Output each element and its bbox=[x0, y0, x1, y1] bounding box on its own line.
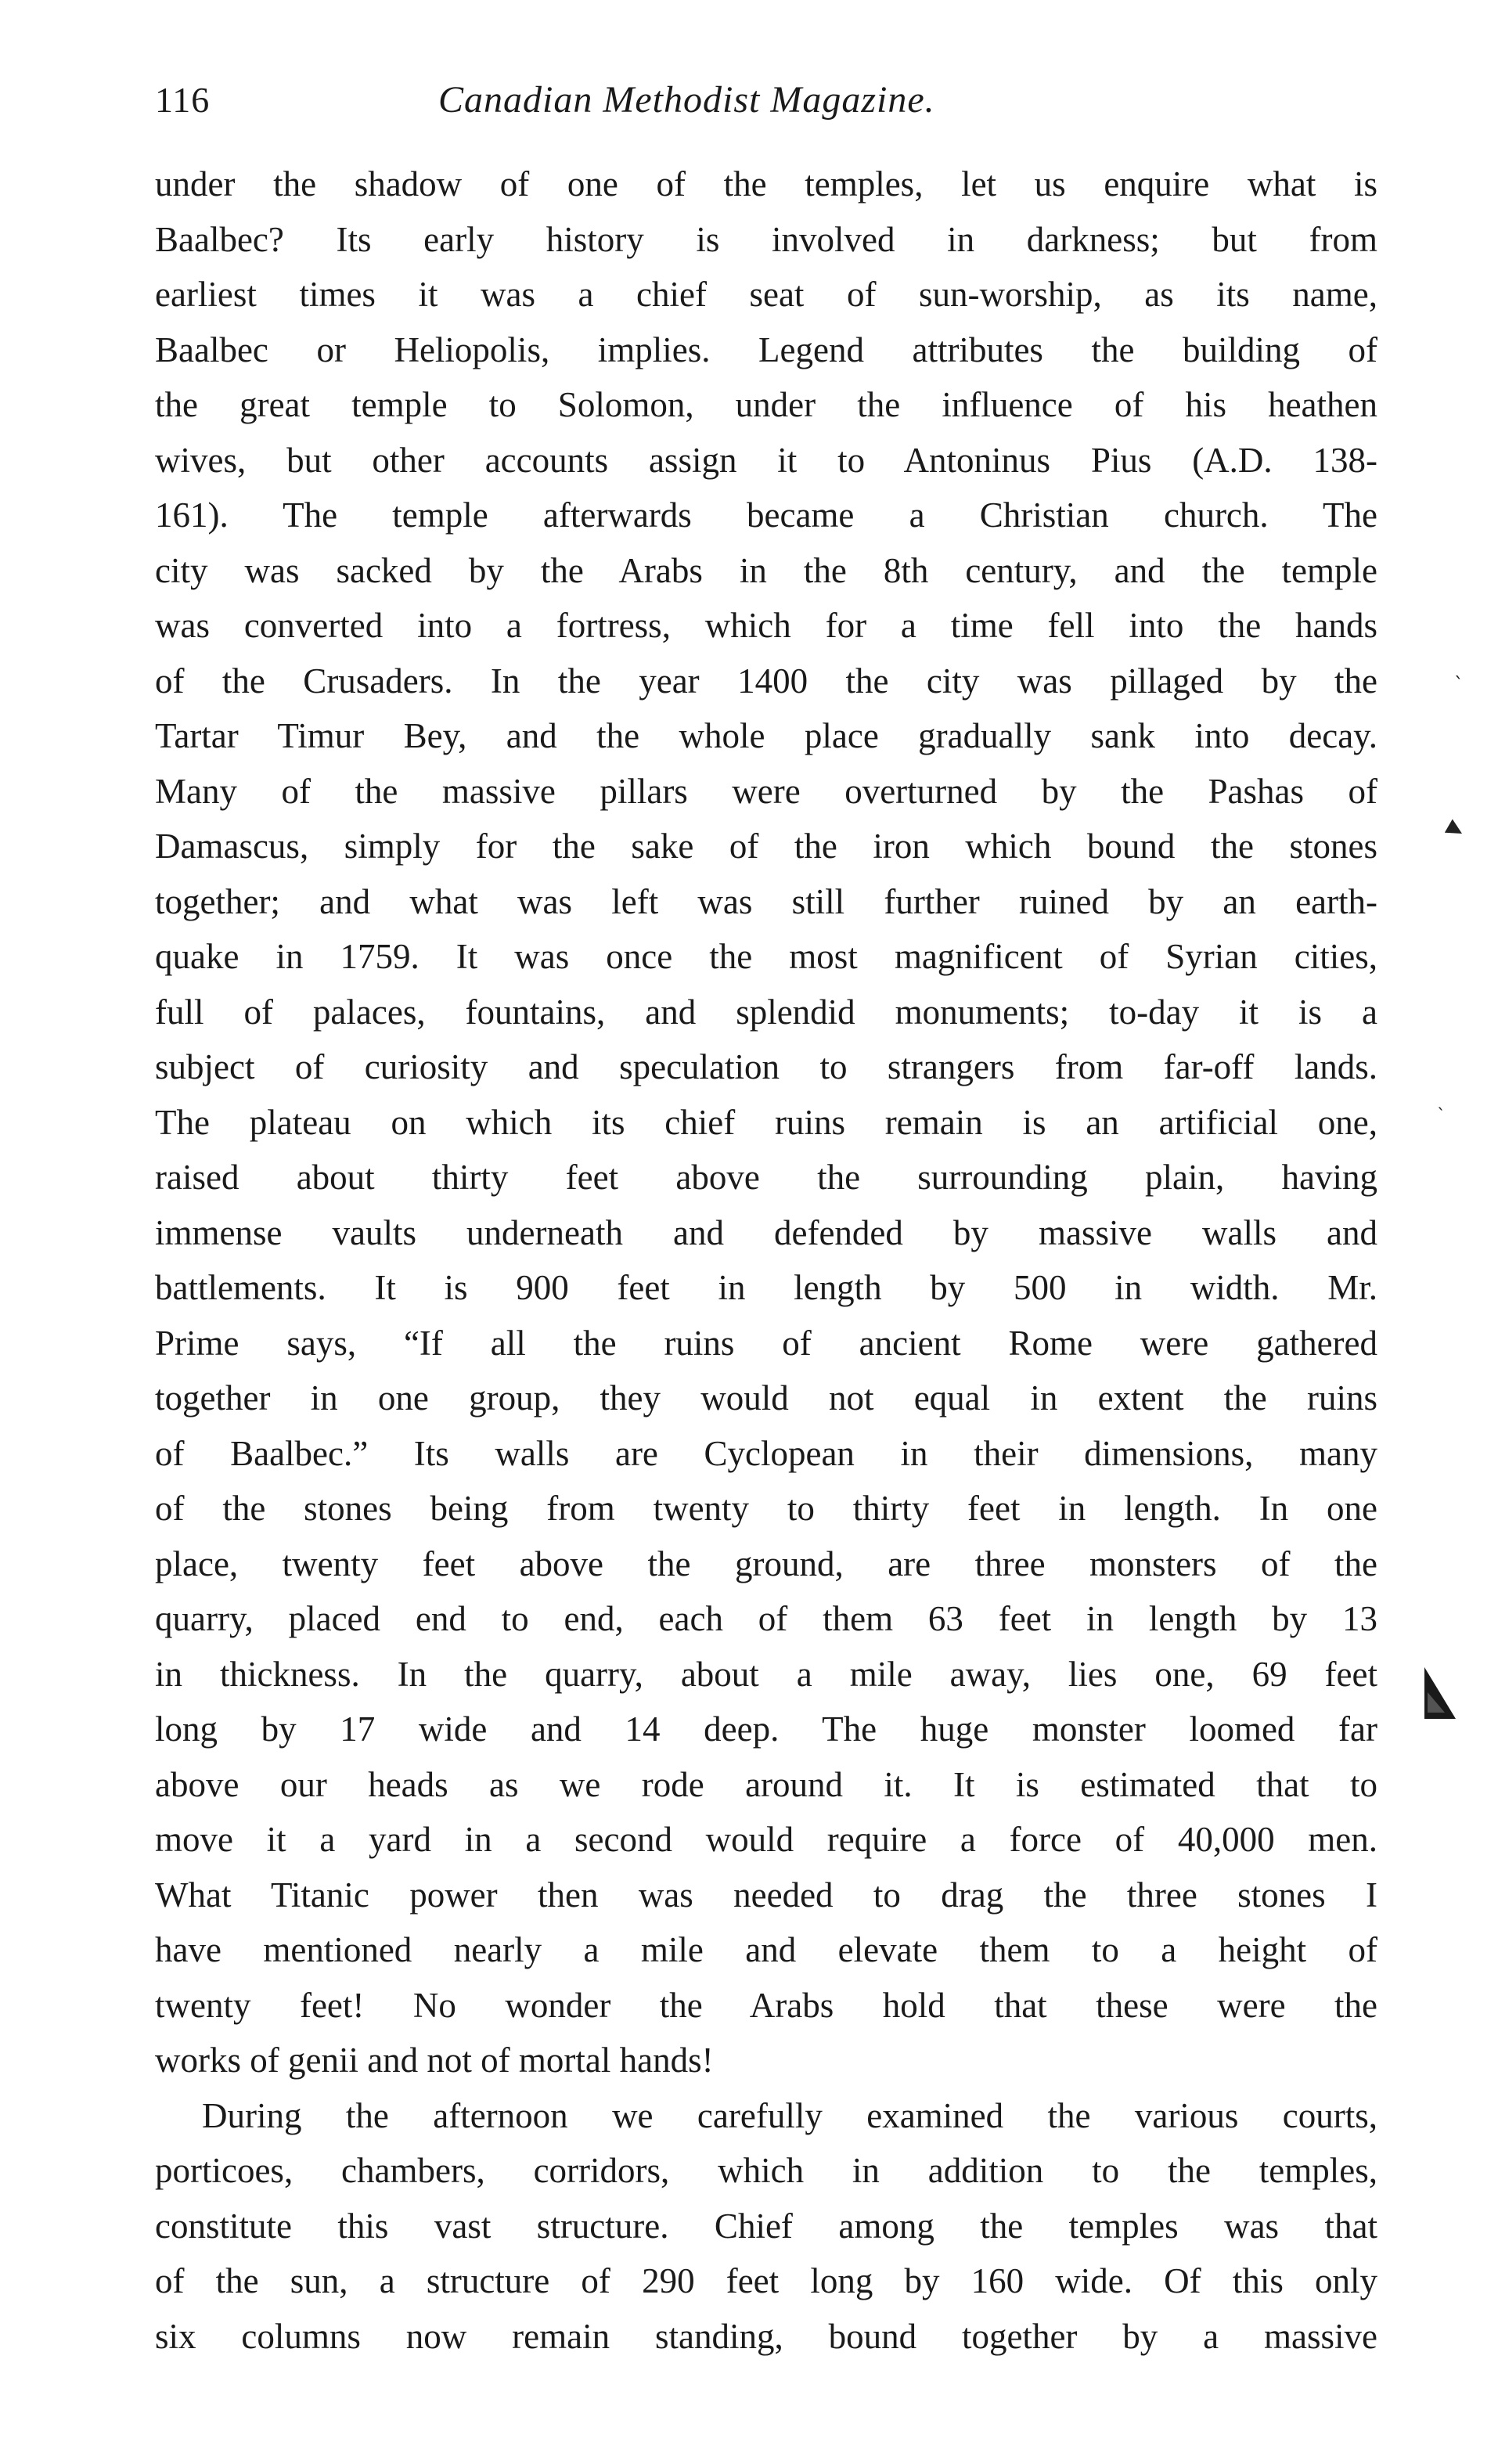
margin-arrow-icon bbox=[1421, 1666, 1459, 1722]
text-line: full of palaces, fountains, and splendid monuments; to-day it is a bbox=[155, 992, 1377, 1032]
text-line: During the afternoon we carefully examined the various courts, bbox=[202, 2095, 1377, 2135]
text-line: immense vaults underneath and defended by massive walls and bbox=[155, 1212, 1377, 1252]
text-line: have mentioned nearly a mile and elevate them to a height of bbox=[155, 1930, 1377, 1969]
text-line: together in one group, they would not equal in extent the ruins bbox=[155, 1378, 1377, 1418]
text-line: long by 17 wide and 14 deep. The huge monster loomed far bbox=[155, 1709, 1377, 1749]
paragraph-2 bbox=[155, 2088, 1377, 2365]
body-text bbox=[155, 157, 1377, 2364]
text-line: Baalbec or Heliopolis, implies. Legend attributes the building of bbox=[155, 330, 1377, 369]
text-line: porticoes, chambers, corridors, which in addition to the temples, bbox=[155, 2151, 1377, 2190]
text-line: of the sun, a structure of 290 feet long by 160 wide. Of this only bbox=[155, 2261, 1377, 2300]
text-line: quake in 1759. It was once the most magnificent of Syrian cities, bbox=[155, 937, 1377, 976]
text-line: the great temple to Solomon, under the influence of his heathen bbox=[155, 385, 1377, 424]
text-line: of Baalbec.” Its walls are Cyclopean in their dimensions, many bbox=[155, 1433, 1377, 1473]
text-line: Prime says, “If all the ruins of ancient Rome were gathered bbox=[155, 1323, 1377, 1363]
text-line: twenty feet! No wonder the Arabs hold that these were the bbox=[155, 1985, 1377, 2025]
paragraph-1 bbox=[155, 157, 1377, 2088]
text-line: earliest times it was a chief seat of sun-worship, as its name, bbox=[155, 275, 1377, 314]
text-line: works of genii and not of mortal hands! bbox=[155, 2041, 714, 2080]
text-line: 161). The temple afterwards became a Christian church. The bbox=[155, 495, 1377, 535]
text-line: of the stones being from twenty to thirty feet in length. In one bbox=[155, 1489, 1377, 1528]
text-line: battlements. It is 900 feet in length by 500 in width. Mr. bbox=[155, 1268, 1377, 1307]
text-line: place, twenty feet above the ground, are three monsters of the bbox=[155, 1544, 1377, 1583]
text-line: move it a yard in a second would require a force of 40,000 men. bbox=[155, 1820, 1377, 1859]
text-line: under the shadow of one of the temples, let us enquire what is bbox=[155, 164, 1377, 204]
running-head bbox=[0, 69, 1498, 131]
text-line: What Titanic power then was needed to drag the three stones I bbox=[155, 1875, 1377, 1915]
text-line: raised about thirty feet above the surrounding plain, having bbox=[155, 1158, 1377, 1197]
text-line: above our heads as we rode around it. It is estimated that to bbox=[155, 1764, 1377, 1804]
journal-title: Canadian Methodist Magazine. bbox=[438, 79, 935, 121]
page-number: 116 bbox=[155, 80, 211, 120]
text-line: of the Crusaders. In the year 1400 the city was pillaged by the bbox=[155, 661, 1377, 701]
text-line: subject of curiosity and speculation to strangers from far-off lands. bbox=[155, 1047, 1377, 1086]
margin-tick-mark: ˎ bbox=[1437, 1091, 1446, 1111]
text-line: city was sacked by the Arabs in the 8th century, and the temple bbox=[155, 550, 1377, 590]
text-line: Damascus, simply for the sake of the iron which bound the stones bbox=[155, 827, 1377, 866]
text-line: six columns now remain standing, bound together by a massive bbox=[155, 2316, 1377, 2356]
text-line: constitute this vast structure. Chief among the temples was that bbox=[155, 2206, 1377, 2246]
margin-pointer-mark: ▶ bbox=[1442, 815, 1469, 843]
text-line: wives, but other accounts assign it to Antoninus Pius (A.D. 138- bbox=[155, 440, 1377, 480]
text-line: was converted into a fortress, which for a time fell into the hands bbox=[155, 606, 1377, 645]
text-line: Baalbec? Its early history is involved in darkness; but from bbox=[155, 219, 1377, 259]
text-line: Tartar Timur Bey, and the whole place gradually sank into decay. bbox=[155, 716, 1377, 755]
text-line: quarry, placed end to end, each of them 63 feet in length by 13 bbox=[155, 1599, 1377, 1638]
margin-tick-mark: ˎ bbox=[1454, 657, 1464, 679]
text-line: The plateau on which its chief ruins remain is an artificial one, bbox=[155, 1102, 1377, 1142]
text-line: in thickness. In the quarry, about a mile away, lies one, 69 feet bbox=[155, 1654, 1377, 1694]
text-line: Many of the massive pillars were overturned by the Pashas of bbox=[155, 771, 1377, 811]
text-line: together; and what was left was still further ruined by an earth- bbox=[155, 881, 1377, 921]
